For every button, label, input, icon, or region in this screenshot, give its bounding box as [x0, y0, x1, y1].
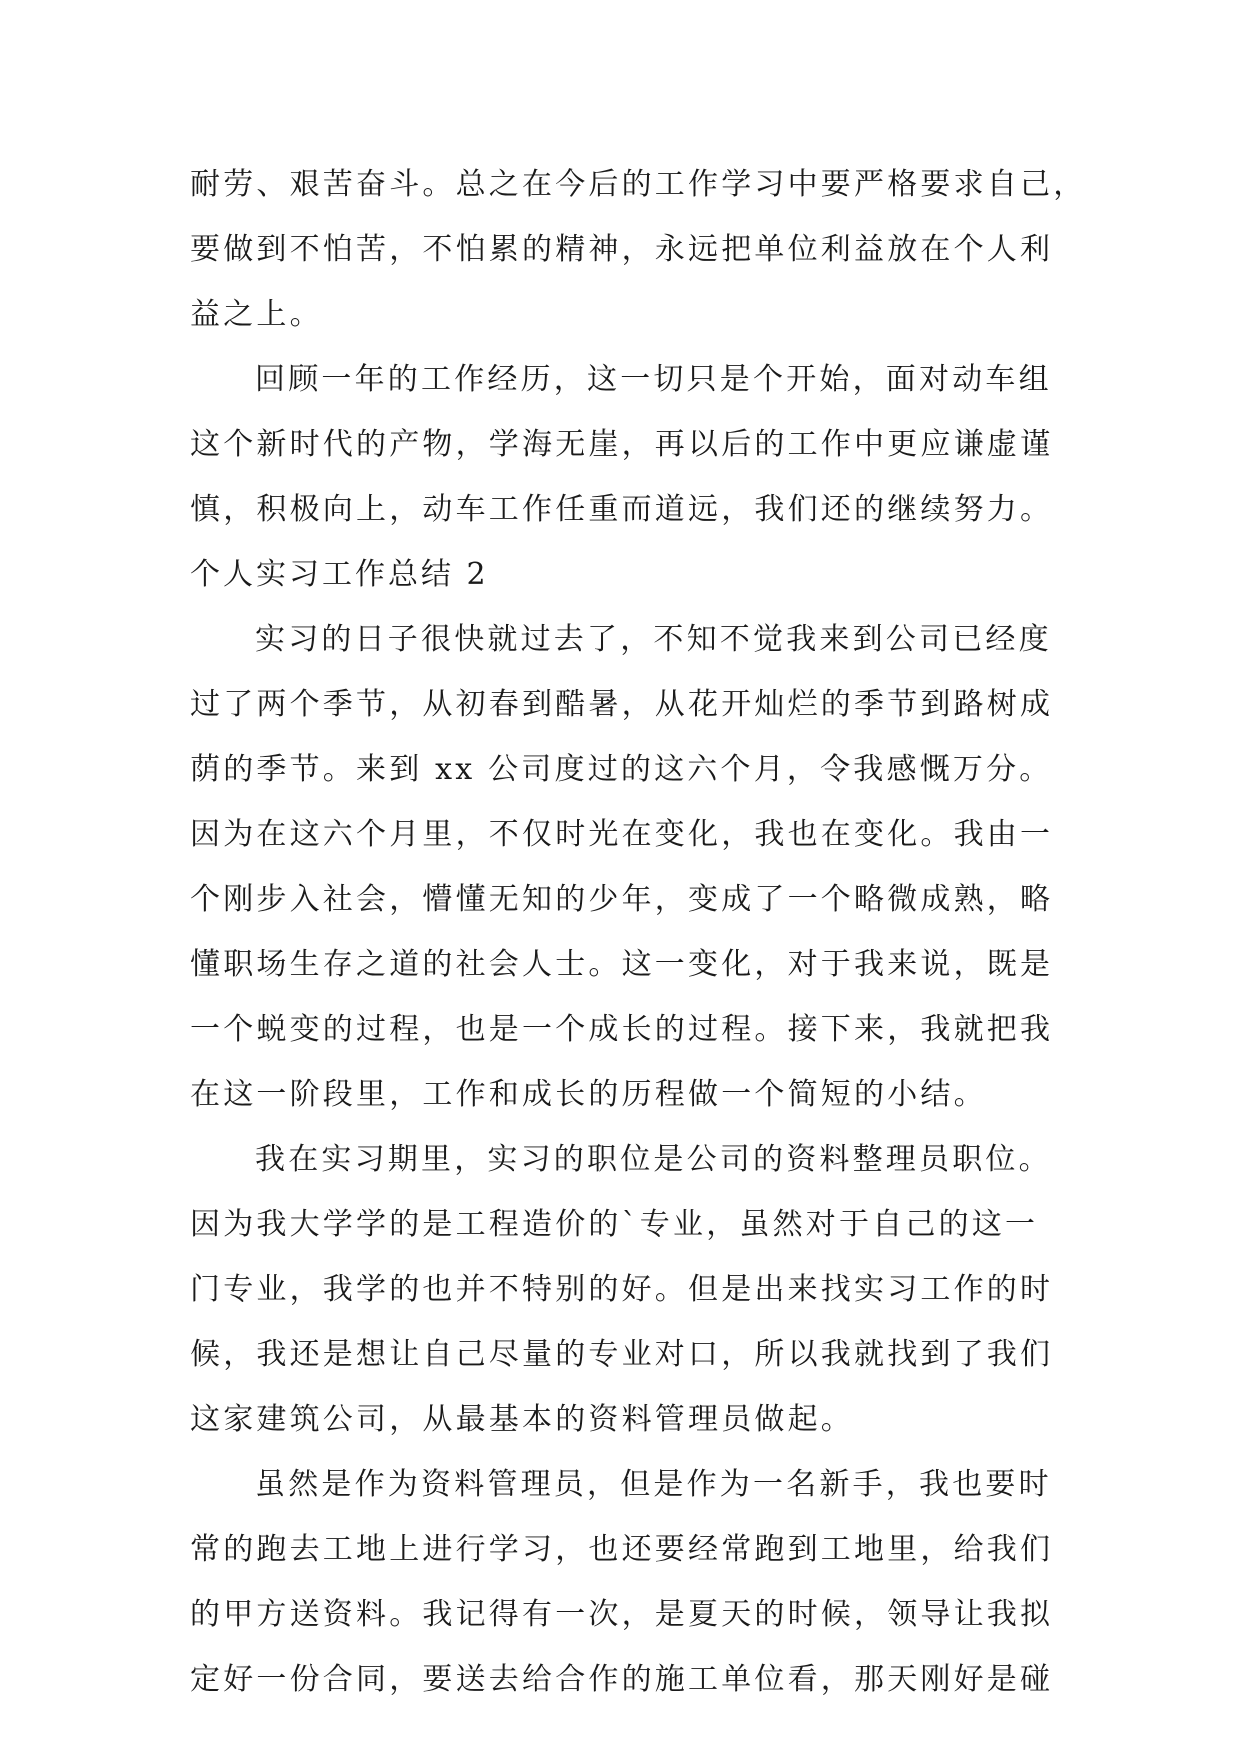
text-line: 因为在这六个月里，不仅时光在变化，我也在变化。我由一 — [190, 817, 1054, 852]
text-line: 候，我还是想让自己尽量的专业对口，所以我就找到了我们 — [190, 1337, 1054, 1372]
text-line: 的甲方送资料。我记得有一次，是夏天的时候，领导让我拟 — [190, 1597, 1054, 1632]
text-line: 这个新时代的产物，学海无崖，再以后的工作中更应谦虚谨 — [190, 427, 1054, 462]
text-line: 过了两个季节，从初春到酷暑，从花开灿烂的季节到路树成 — [190, 687, 1054, 722]
paragraph-start-line: 虽然是作为资料管理员，但是作为一名新手，我也要时 — [255, 1467, 1052, 1502]
section-heading: 个人实习工作总结 2 — [190, 557, 489, 592]
text-line: 在这一阶段里，工作和成长的历程做一个简短的小结。 — [190, 1077, 987, 1112]
text-line: 耐劳、艰苦奋斗。总之在今后的工作学习中要严格要求自己， — [190, 167, 1087, 202]
text-line: 荫的季节。来到 xx 公司度过的这六个月，令我感慨万分。 — [190, 752, 1053, 787]
text-line: 门专业，我学的也并不特别的好。但是出来找实习工作的时 — [190, 1272, 1054, 1307]
text-line: 因为我大学学的是工程造价的`专业，虽然对于自己的这一 — [190, 1207, 1039, 1242]
text-line: 常的跑去工地上进行学习，也还要经常跑到工地里，给我们 — [190, 1532, 1054, 1567]
text-line: 益之上。 — [190, 297, 323, 332]
text-line: 要做到不怕苦，不怕累的精神，永远把单位利益放在个人利 — [190, 232, 1054, 267]
text-line: 这家建筑公司，从最基本的资料管理员做起。 — [190, 1402, 854, 1437]
text-line: 一个蜕变的过程，也是一个成长的过程。接下来，我就把我 — [190, 1012, 1054, 1047]
text-line: 懂职场生存之道的社会人士。这一变化，对于我来说，既是 — [190, 947, 1054, 982]
text-line: 定好一份合同，要送去给合作的施工单位看，那天刚好是碰 — [190, 1662, 1054, 1697]
paragraph-start-line: 回顾一年的工作经历，这一切只是个开始，面对动车组 — [255, 362, 1052, 397]
paragraph-start-line: 我在实习期里，实习的职位是公司的资料整理员职位。 — [255, 1142, 1052, 1177]
text-line: 个刚步入社会，懵懂无知的少年，变成了一个略微成熟，略 — [190, 882, 1054, 917]
text-line: 慎，积极向上，动车工作任重而道远，我们还的继续努力。 — [190, 492, 1054, 527]
document-body — [190, 152, 1087, 1712]
paragraph-start-line: 实习的日子很快就过去了，不知不觉我来到公司已经度 — [255, 622, 1052, 657]
